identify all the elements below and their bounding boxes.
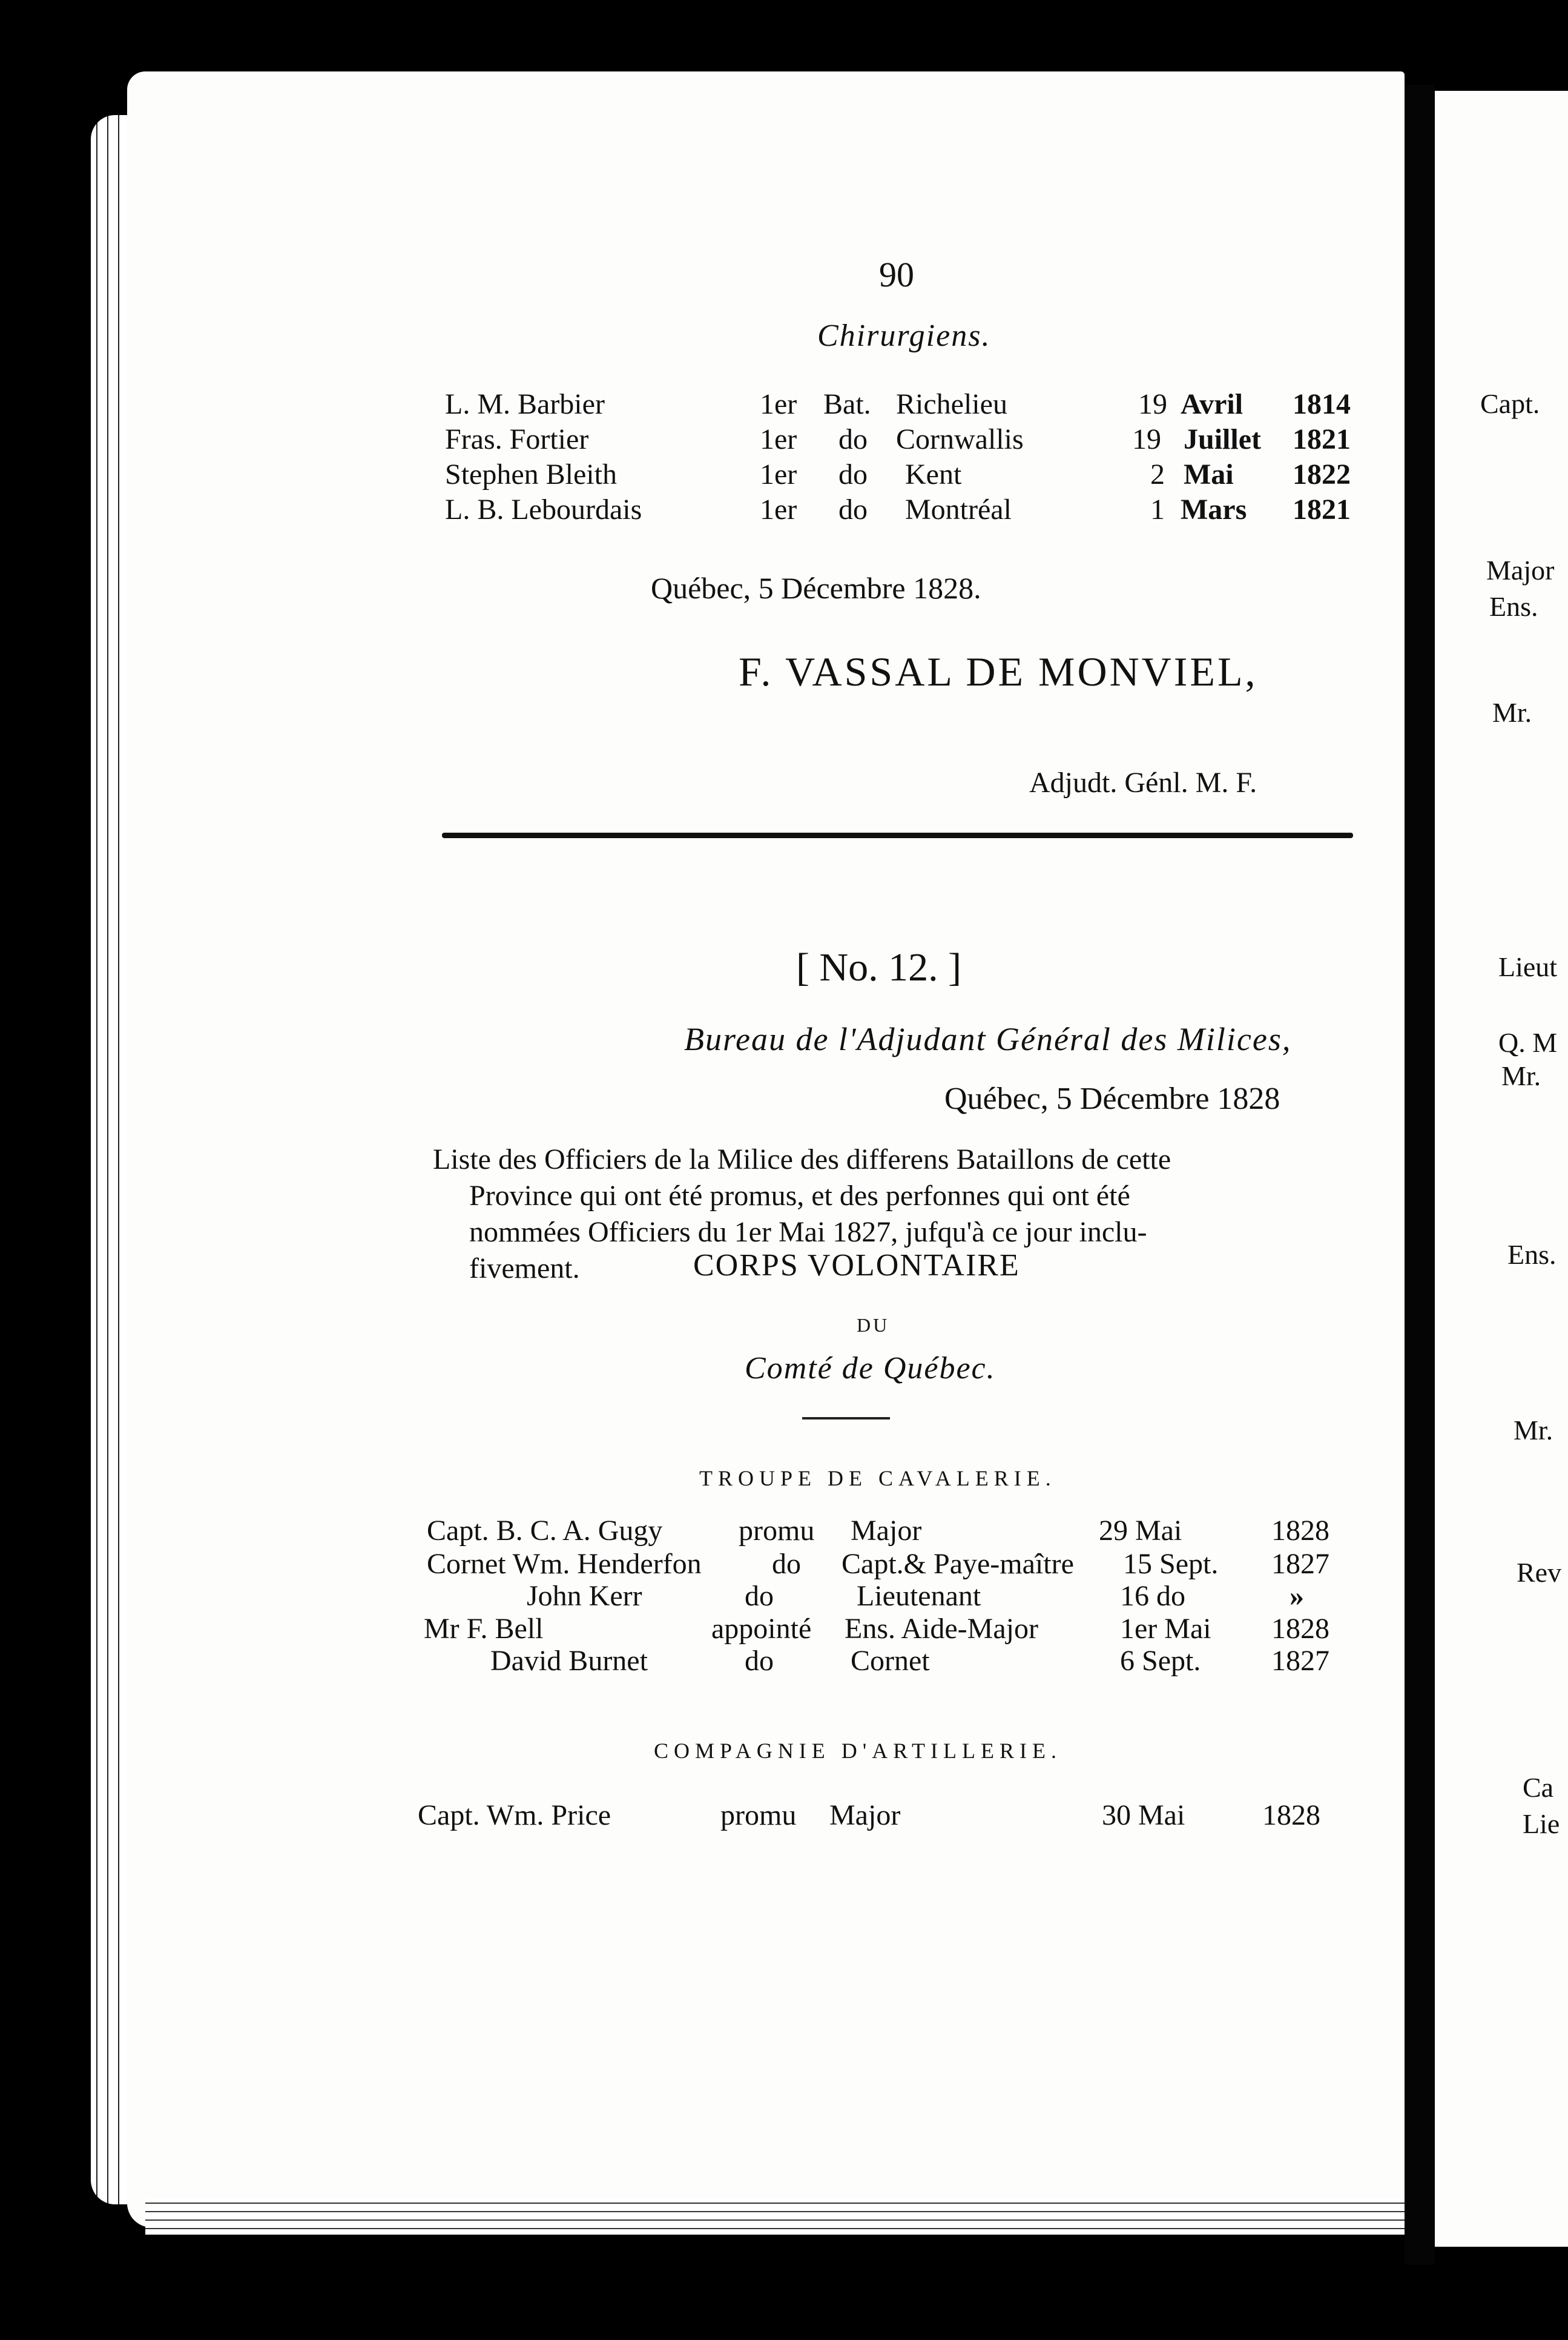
corps-heading: CORPS VOLONTAIRE bbox=[693, 1248, 1020, 1283]
officer-year: 1827 bbox=[1271, 1645, 1329, 1677]
officer-date: 15 Sept. bbox=[1123, 1548, 1219, 1580]
officer-year: 1828 bbox=[1271, 1613, 1329, 1645]
surgeon-name: L. M. Barbier bbox=[445, 388, 605, 420]
officer-year: 1827 bbox=[1271, 1548, 1329, 1580]
surgeon-rank: 1er bbox=[760, 423, 797, 455]
surgeon-unit: do bbox=[838, 458, 868, 491]
officer-role: Major bbox=[829, 1799, 901, 1831]
surgeon-month: Avril bbox=[1181, 388, 1244, 420]
fragment-text: Q. M bbox=[1498, 1027, 1558, 1058]
fragment-text: Lieut bbox=[1498, 951, 1558, 982]
notice-date: Québec, 5 Décembre 1828 bbox=[944, 1082, 1280, 1116]
officer-year: 1828 bbox=[1271, 1515, 1329, 1547]
officer-action: promu bbox=[720, 1799, 797, 1831]
fragment-text: Capt. bbox=[1480, 388, 1540, 419]
officer-name: John Kerr bbox=[527, 1580, 642, 1612]
officer-action: promu bbox=[739, 1515, 815, 1547]
officer-role: Major bbox=[851, 1515, 922, 1547]
surgeon-unit: Bat. bbox=[823, 388, 871, 420]
du-label: DU bbox=[857, 1314, 890, 1336]
fragment-text: Ens. bbox=[1489, 591, 1538, 622]
surgeon-day: 19 bbox=[1132, 423, 1161, 455]
officer-year: 1828 bbox=[1262, 1799, 1320, 1831]
surgeon-name: Stephen Bleith bbox=[445, 458, 617, 491]
paragraph-line: nommées Officiers du 1er Mai 1827, jufqu'à ce jour inclu- bbox=[469, 1216, 1147, 1248]
comte-heading: Comté de Québec. bbox=[745, 1351, 996, 1386]
officer-action: do bbox=[772, 1548, 801, 1580]
surgeon-day: 19 bbox=[1138, 388, 1167, 420]
surgeon-unit: do bbox=[838, 423, 868, 455]
surgeon-name: Fras. Fortier bbox=[445, 423, 589, 455]
fragment-text: Mr. bbox=[1501, 1060, 1541, 1091]
signature-title: Adjudt. Génl. M. F. bbox=[1029, 767, 1257, 799]
fragment-text: Mr. bbox=[1492, 697, 1532, 728]
officer-date: 1er Mai bbox=[1120, 1613, 1211, 1645]
surgeon-rank: 1er bbox=[760, 388, 797, 420]
officer-action: appointé bbox=[711, 1613, 812, 1645]
officer-action: do bbox=[745, 1580, 774, 1612]
surgeon-year: 1814 bbox=[1293, 388, 1351, 420]
page-number: 90 bbox=[879, 255, 914, 294]
paragraph-line: Province qui ont été promus, et des perfonnes qui ont été bbox=[469, 1180, 1130, 1212]
surgeon-day: 2 bbox=[1150, 458, 1165, 491]
officer-year: » bbox=[1290, 1580, 1304, 1612]
book-gutter bbox=[1405, 85, 1435, 2265]
fragment-text: Major bbox=[1486, 555, 1555, 586]
place-date: Québec, 5 Décembre 1828. bbox=[651, 571, 981, 605]
paragraph-line: Liste des Officiers de la Milice des differens Bataillons de cette bbox=[433, 1143, 1171, 1175]
page-edge-bottom bbox=[145, 2198, 1405, 2235]
notice-number: [ No. 12. ] bbox=[796, 945, 962, 990]
officer-role: Capt.& Paye-maître bbox=[842, 1548, 1074, 1580]
section-title-chirurgiens: Chirurgiens. bbox=[817, 319, 991, 353]
officer-action: do bbox=[745, 1645, 774, 1677]
short-divider bbox=[802, 1417, 890, 1420]
officer-date: 6 Sept. bbox=[1120, 1645, 1201, 1677]
officer-date: 30 Mai bbox=[1102, 1799, 1185, 1831]
officer-name: David Burnet bbox=[490, 1645, 648, 1677]
artillerie-heading: COMPAGNIE D'ARTILLERIE. bbox=[654, 1739, 1062, 1763]
surgeon-rank: 1er bbox=[760, 458, 797, 491]
surgeon-month: Mai bbox=[1184, 458, 1234, 491]
fragment-text: Rev bbox=[1517, 1557, 1562, 1588]
surgeon-year: 1821 bbox=[1293, 423, 1351, 455]
fragment-text: Ca bbox=[1523, 1772, 1554, 1803]
surgeon-day: 1 bbox=[1150, 494, 1165, 526]
officer-name: Capt. B. C. A. Gugy bbox=[427, 1515, 663, 1547]
surgeon-year: 1821 bbox=[1293, 494, 1351, 526]
cavalerie-heading: TROUPE DE CAVALERIE. bbox=[699, 1466, 1056, 1490]
officer-date: 29 Mai bbox=[1099, 1515, 1182, 1547]
surgeon-place: Richelieu bbox=[896, 388, 1007, 420]
officer-role: Lieutenant bbox=[857, 1580, 981, 1612]
surgeon-place: Cornwallis bbox=[896, 423, 1024, 455]
surgeon-year: 1822 bbox=[1293, 458, 1351, 491]
surgeon-month: Juillet bbox=[1184, 423, 1261, 455]
fragment-text: Ens. bbox=[1507, 1239, 1556, 1270]
officer-name: Mr F. Bell bbox=[424, 1613, 544, 1645]
officer-name: Cornet Wm. Henderfon bbox=[427, 1548, 702, 1580]
officer-role: Cornet bbox=[851, 1645, 930, 1677]
signature: F. VASSAL DE MONVIEL, bbox=[739, 649, 1258, 695]
fragment-text: Lie bbox=[1523, 1808, 1560, 1839]
officer-date: 16 do bbox=[1120, 1580, 1185, 1612]
officer-name: Capt. Wm. Price bbox=[418, 1799, 611, 1831]
paragraph-line: fivement. bbox=[469, 1252, 580, 1284]
surgeon-place: Kent bbox=[905, 458, 962, 491]
fragment-text: Mr. bbox=[1514, 1415, 1553, 1446]
surgeon-rank: 1er bbox=[760, 494, 797, 526]
officer-role: Ens. Aide-Major bbox=[845, 1613, 1038, 1645]
surgeon-unit: do bbox=[838, 494, 868, 526]
bureau-line: Bureau de l'Adjudant Général des Milices, bbox=[684, 1021, 1292, 1057]
surgeon-place: Montréal bbox=[905, 494, 1012, 526]
section-divider bbox=[442, 833, 1353, 838]
surgeon-name: L. B. Lebourdais bbox=[445, 494, 642, 526]
surgeon-month: Mars bbox=[1181, 494, 1247, 526]
